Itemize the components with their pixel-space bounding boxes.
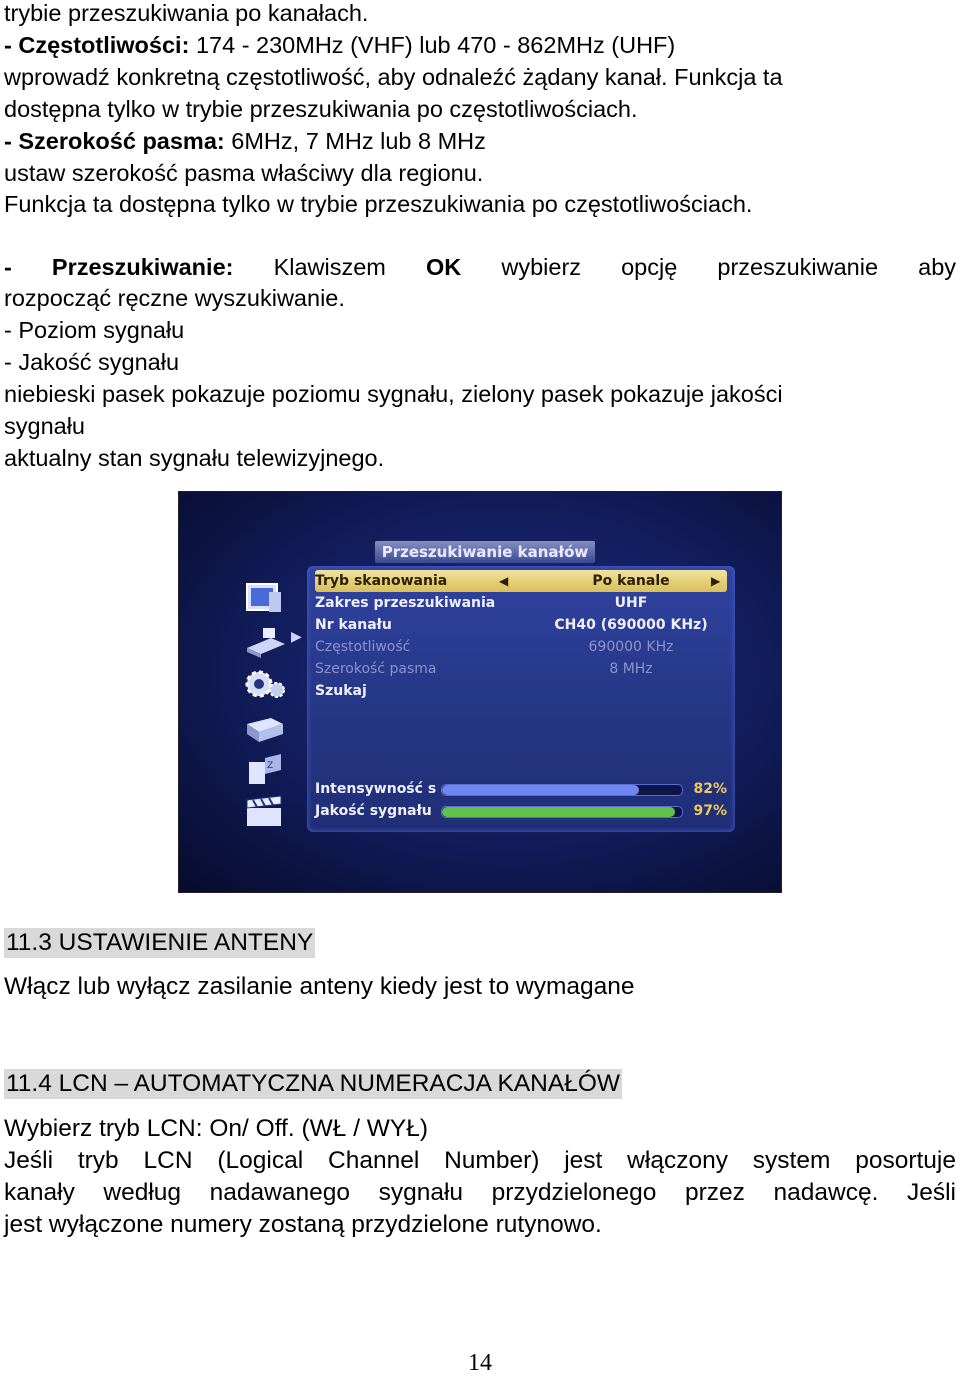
signal-quality-row [315, 801, 727, 821]
signal-percent: 82% [693, 781, 727, 797]
section-heading: 11.4 LCN – AUTOMATYCZNA NUMERACJA KANAŁÓW [6, 1070, 621, 1097]
text-line: trybie przeszukiwania po kanałach. [4, 0, 369, 26]
row-value: 8 MHz [609, 661, 653, 677]
menu-row-frequency [315, 636, 727, 658]
text-line: - Jakość sygnału [4, 349, 180, 375]
text-line [4, 126, 486, 156]
row-label: Szukaj [315, 683, 367, 699]
row-value: 690000 KHz [588, 639, 674, 655]
menu-row-scan-mode[interactable] [315, 570, 727, 592]
row-value: CH40 (690000 KHz) [554, 617, 708, 633]
text-span: Klawiszem [273, 254, 386, 280]
clapperboard-icon [241, 794, 289, 830]
arrow-left-icon[interactable]: ◀ [499, 574, 509, 588]
signal-label: Intensywność s [315, 781, 437, 797]
text-line: Funkcja ta dostępna tylko w trybie przeszukiwania po częstotliwościach. [4, 191, 753, 217]
chevron-right-icon: ▶ [291, 628, 302, 644]
section-heading: 11.3 USTAWIENIE ANTENY [6, 929, 314, 956]
text-line: Włącz lub wyłącz zasilanie anteny kiedy jest to wymagane [4, 973, 635, 1000]
signal-quality-fill [442, 807, 675, 817]
signal-intensity-row [315, 779, 727, 799]
usb-icon-glyph: Z [267, 761, 274, 771]
page-number: 14 [468, 1350, 492, 1376]
text-line [4, 30, 675, 60]
text-line: dostępna tylko w trybie przeszukiwania po częstotliwościach. [4, 96, 638, 122]
text-line: - Poziom sygnału [4, 317, 185, 343]
text-line-justified [4, 252, 956, 282]
row-label: Częstotliwość [315, 639, 411, 655]
row-label: Nr kanału [315, 617, 392, 633]
row-value: UHF [614, 595, 648, 611]
text-span: wybierz opcję przeszukiwanie aby [501, 254, 957, 280]
menu-row-search[interactable] [315, 680, 727, 702]
term-bold: - Szerokość pasma: [4, 128, 225, 154]
signal-intensity-bar [441, 784, 683, 796]
signal-percent: 97% [693, 803, 727, 819]
text-line: jest wyłączone numery zostaną przydzielone rutynowo. [4, 1211, 602, 1238]
menu-sidebar [237, 572, 297, 822]
term-bold: - Przeszukiwanie: [4, 254, 234, 280]
text-line: sygnału [4, 413, 85, 439]
row-label: Szerokość pasma [315, 661, 437, 677]
term-bold: - Częstotliwości: [4, 32, 190, 58]
receiver-icon [241, 624, 289, 660]
usb-icon [241, 752, 289, 788]
text-line: niebieski pasek pokazuje poziomu sygnału, zielony pasek pokazuje jakości [4, 381, 783, 407]
text-line: ustaw szerokość pasma właściwy dla regionu. [4, 160, 484, 186]
row-label: Zakres przeszukiwania [315, 595, 496, 611]
menu-row-bandwidth [315, 658, 727, 680]
text-line-justified: kanały według nadawanego sygnału przydzielonego przez nadawcę. Jeśli [4, 1179, 956, 1206]
text-line: rozpocząć ręczne wyszukiwanie. [4, 285, 345, 311]
signal-quality-bar [441, 806, 683, 818]
text-span: 174 - 230MHz (VHF) lub 470 - 862MHz (UHF) [189, 32, 676, 58]
toolbox-icon [241, 710, 289, 746]
menu-row-search-range[interactable] [315, 592, 727, 614]
text-line: Wybierz tryb LCN: On/ Off. (WŁ / WYŁ) [4, 1115, 429, 1142]
term-bold: OK [426, 254, 462, 280]
text-line: wprowadź konkretną częstotliwość, aby odnaleźć żądany kanał. Funkcja ta [4, 64, 783, 90]
row-label: Tryb skanowania [315, 573, 448, 589]
arrow-right-icon[interactable]: ▶ [711, 574, 721, 588]
text-line: aktualny stan sygnału telewizyjnego. [4, 445, 385, 471]
signal-intensity-fill [442, 785, 639, 795]
row-value: Po kanale [592, 573, 670, 589]
tv-screenshot [178, 491, 782, 893]
text-span: 6MHz, 7 MHz lub 8 MHz [224, 128, 486, 154]
menu-row-channel-number[interactable] [315, 614, 727, 636]
text-line-justified: Jeśli tryb LCN (Logical Channel Number) jest włączony system posortuje [4, 1147, 956, 1174]
signal-label: Jakość sygnału [315, 803, 432, 819]
picture-icon [241, 580, 289, 616]
gear-icon [241, 666, 289, 702]
menu-title: Przeszukiwanie kanałów [374, 540, 596, 564]
